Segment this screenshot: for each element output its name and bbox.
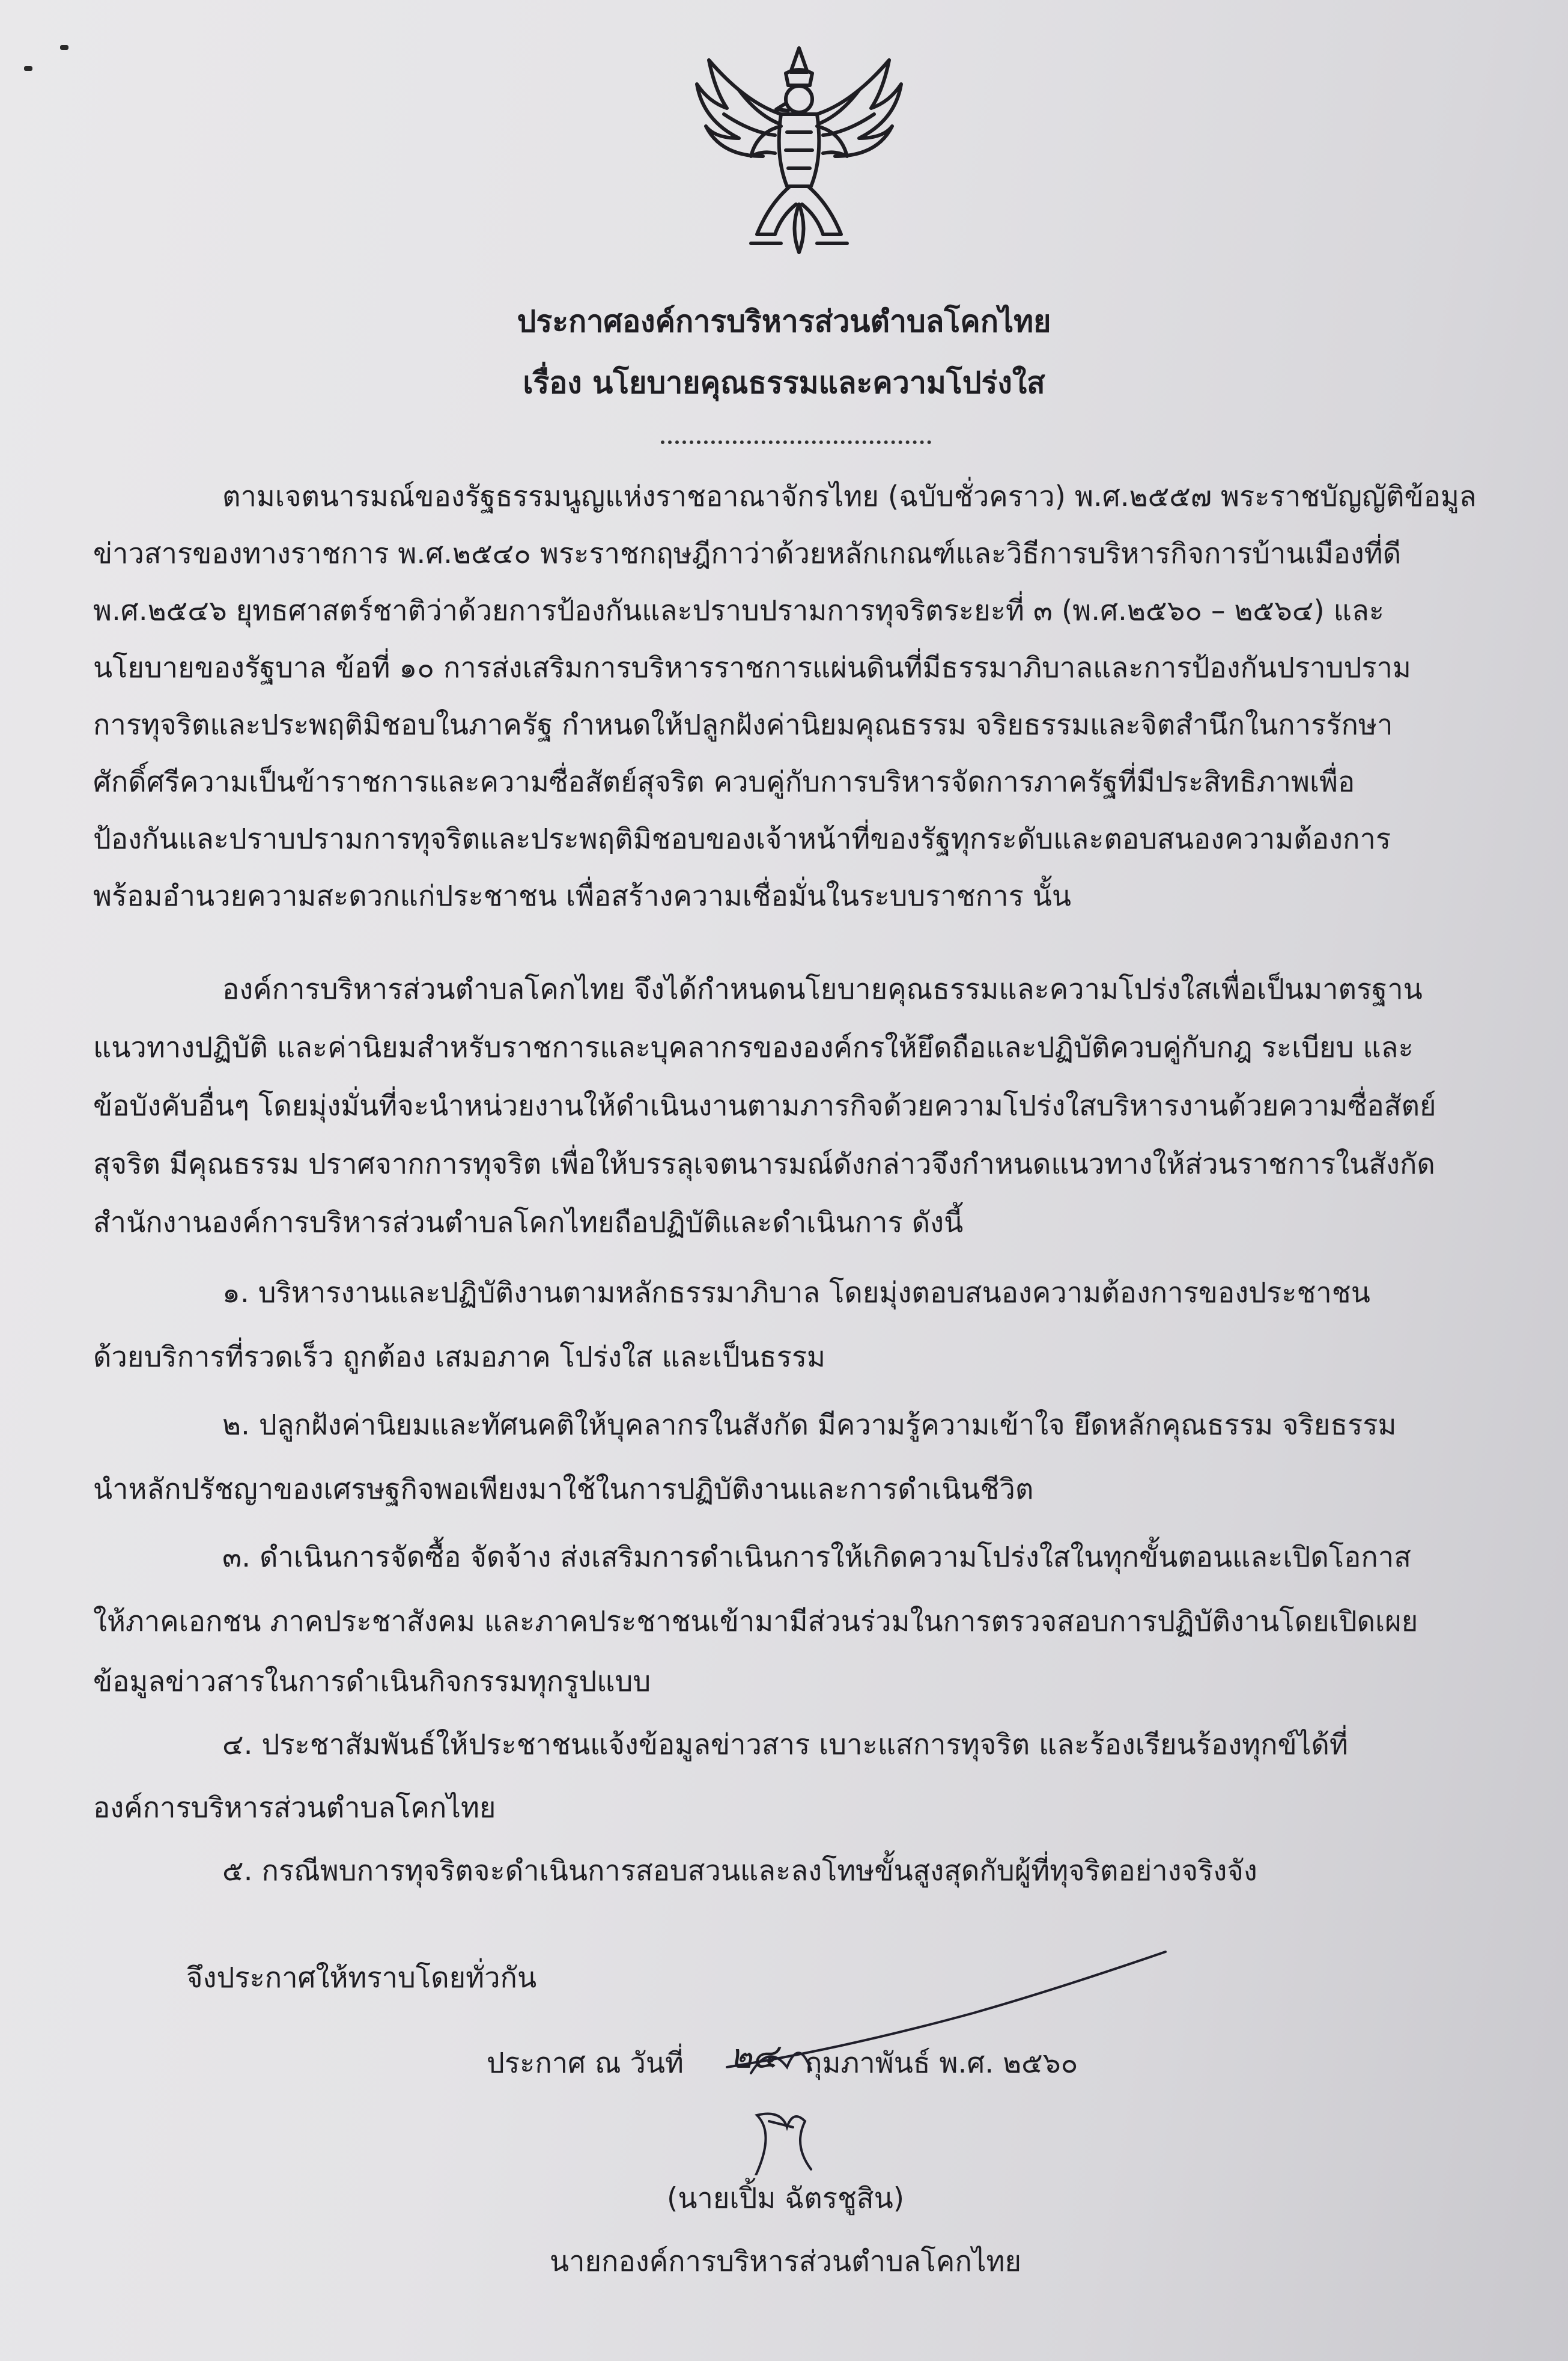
policy-item-3-cont: ให้ภาคเอกชน ภาคประชาสังคม และภาคประชาชนเข้ามามีส่วนร่วมในการตรวจสอบการปฏิบัติงานโดยเปิดเผย bbox=[93, 1605, 1418, 1638]
preamble-line: นโยบายของรัฐบาล ข้อที่ ๑๐ การส่งเสริมการบริหารราชการแผ่นดินที่มีธรรมาภิบาลและการป้องกันปราบปราม bbox=[93, 651, 1411, 684]
policy-item-3-cont: ข้อมูลข่าวสารในการดำเนินกิจกรรมทุกรูปแบบ bbox=[93, 1665, 651, 1698]
policy-item-1-cont: ด้วยบริการที่รวดเร็ว ถูกต้อง เสมอภาค โปร่งใส และเป็นธรรม bbox=[93, 1341, 826, 1374]
document-title: ประกาศองค์การบริหารส่วนตำบลโคกไทย bbox=[517, 304, 1051, 339]
signer-position: นายกองค์การบริหารส่วนตำบลโคกไทย bbox=[550, 2245, 1021, 2278]
preamble-line: พร้อมอำนวยความสะดวกแก่ประชาชน เพื่อสร้างความเชื่อมั่นในระบบราชการ นั้น bbox=[93, 880, 1072, 913]
speck-mark bbox=[24, 66, 32, 71]
preamble-line: ป้องกันและปราบปรามการทุจริตและประพฤติมิชอบของเจ้าหน้าที่ของรัฐทุกระดับและตอบสนองความต้องการ bbox=[93, 823, 1391, 856]
statement-line: สุจริต มีคุณธรรม ปราศจากการทุจริต เพื่อให้บรรลุเจตนารมณ์ดังกล่าวจึงกำหนดแนวทางให้ส่วนราชการในสังกัด bbox=[93, 1148, 1435, 1181]
preamble-line: ข่าวสารของทางราชการ พ.ศ.๒๕๔๐ พระราชกฤษฎีกาว่าด้วยหลักเกณฑ์และวิธีการบริหารกิจการบ้านเมืองที่ดี bbox=[93, 537, 1402, 570]
statement-line: องค์การบริหารส่วนตำบลโคกไทย จึงได้กำหนดนโยบายคุณธรรมและความโปร่งใสเพื่อเป็นมาตรฐาน bbox=[222, 973, 1423, 1006]
policy-item-3: ๓. ดำเนินการจัดซื้อ จัดจ้าง ส่งเสริมการดำเนินการให้เกิดความโปร่งใสในทุกขั้นตอนและเปิดโอกาส bbox=[222, 1541, 1411, 1574]
date-day-handwritten: ๒๔ bbox=[730, 2037, 778, 2076]
preamble-line: ตามเจตนารมณ์ของรัฐธรรมนูญแห่งราชอาณาจักรไทย (ฉบับชั่วคราว) พ.ศ.๒๕๕๗ พระราชบัญญัติข้อมูล bbox=[222, 480, 1477, 513]
signer-name: (นายเปิ้ม ฉัตรชูสิน) bbox=[667, 2182, 905, 2215]
statement-line: สำนักงานองค์การบริหารส่วนตำบลโคกไทยถือปฏิบัติและดำเนินการ ดังนี้ bbox=[93, 1206, 964, 1239]
preamble-line: การทุจริตและประพฤติมิชอบในภาครัฐ กำหนดให้ปลูกฝังค่านิยมคุณธรรม จริยธรรมและจิตสำนึกในการรักษา bbox=[93, 708, 1393, 742]
document-subject: เรื่อง นโยบายคุณธรรมและความโปร่งใส bbox=[523, 365, 1045, 400]
preamble-line: พ.ศ.๒๕๔๖ ยุทธศาสตร์ชาติว่าด้วยการป้องกันและปราบปรามการทุจริตระยะที่ ๓ (พ.ศ.๒๕๖๐ – ๒๕๖๔) และ bbox=[93, 594, 1385, 627]
statement-line: แนวทางปฏิบัติ และค่านิยมสำหรับราชการและบุคลากรขององค์กรให้ยึดถือและปฏิบัติควบคู่กับกฎ ระเบียบ และ bbox=[93, 1031, 1414, 1064]
policy-item-2: ๒. ปลูกฝังค่านิยมและทัศนคติให้บุคลากรในสังกัด มีความรู้ความเข้าใจ ยึดหลักคุณธรรม จริยธรรม bbox=[222, 1409, 1397, 1442]
date-prefix: ประกาศ ณ วันที่ bbox=[487, 2047, 684, 2080]
garuda-emblem-icon bbox=[673, 36, 925, 264]
speck-mark bbox=[60, 45, 68, 50]
statement-line: ข้อบังคับอื่นๆ โดยมุ่งมั่นที่จะนำหน่วยงานให้ดำเนินงานตามภารกิจด้วยความโปร่งใสบริหารงานด้วยความซื่อสัตย์ bbox=[93, 1089, 1436, 1123]
policy-item-4: ๔. ประชาสัมพันธ์ให้ประชาชนแจ้งข้อมูลข่าวสาร เบาะแสการทุจริต และร้องเรียนร้องทุกข์ได้ที่ bbox=[222, 1728, 1348, 1761]
handwritten-signature bbox=[721, 1947, 1178, 2175]
policy-item-1: ๑. บริหารงานและปฏิบัติงานตามหลักธรรมาภิบาล โดยมุ่งตอบสนองความต้องการของประชาชน bbox=[222, 1276, 1370, 1309]
closing-announcement: จึงประกาศให้ทราบโดยทั่วกัน bbox=[186, 1961, 537, 1994]
policy-item-4-cont: องค์การบริหารส่วนตำบลโคกไทย bbox=[93, 1791, 496, 1824]
date-month-year: กุมภาพันธ์ พ.ศ. ๒๕๖๐ bbox=[805, 2047, 1078, 2080]
preamble-line: ศักดิ์ศรีความเป็นข้าราชการและความซื่อสัตย์สุจริต ควบคู่กับการบริหารจัดการภาครัฐที่มีประสิทธิภาพเพื่อ bbox=[93, 766, 1355, 799]
policy-item-2-cont: นำหลักปรัชญาของเศรษฐกิจพอเพียงมาใช้ในการปฏิบัติงานและการดำเนินชีวิต bbox=[93, 1473, 1034, 1506]
policy-item-5: ๕. กรณีพบการทุจริตจะดำเนินการสอบสวนและลงโทษขั้นสูงสุดกับผู้ที่ทุจริตอย่างจริงจัง bbox=[222, 1854, 1257, 1887]
title-divider bbox=[661, 440, 931, 444]
